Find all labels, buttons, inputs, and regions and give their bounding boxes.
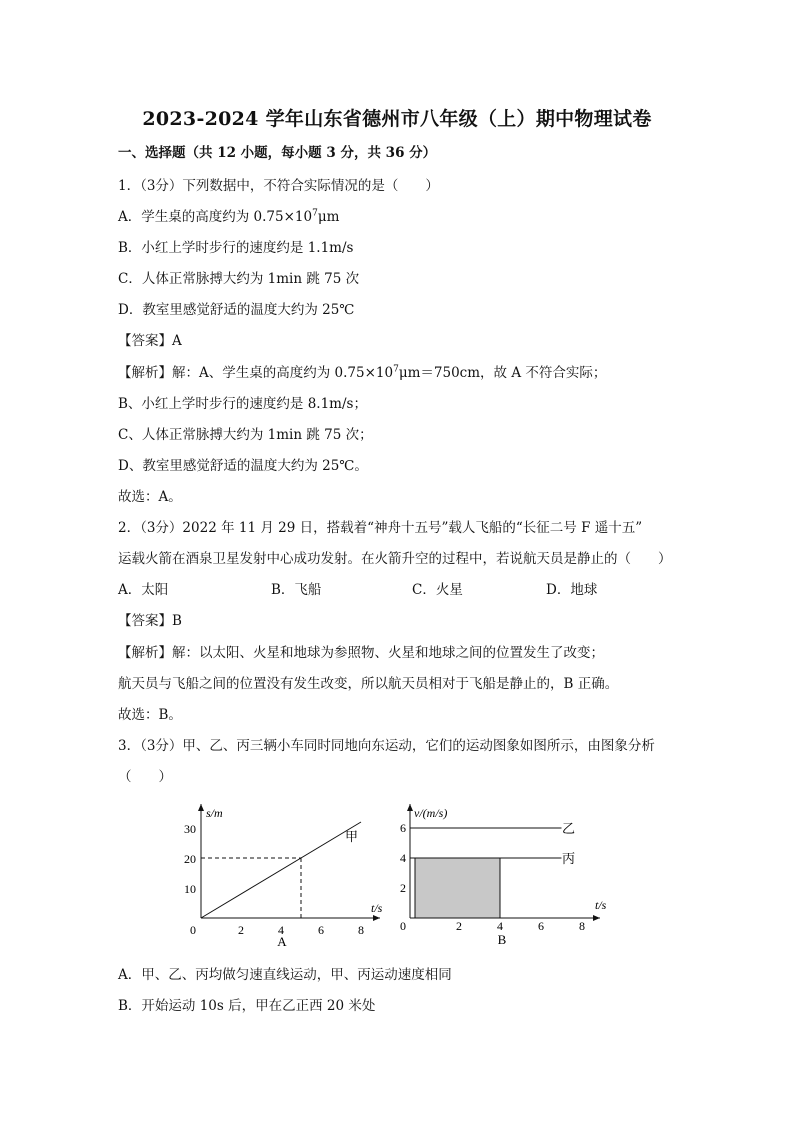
q2-stem-line2: 运载火箭在酒泉卫星发射中心成功发射。在火箭升空的过程中，若说航天员是静止的（ ）: [118, 551, 672, 567]
page-title: 2023-2024 学年山东省德州市八年级（上）期中物理试卷: [142, 108, 652, 130]
graph-b-xlabel: t/s: [595, 898, 607, 912]
graph-a-xtick-6: 6: [318, 923, 324, 937]
graph-b-x-arrow: [593, 915, 600, 921]
q1-choice: 故选：A。: [118, 489, 182, 505]
graph-a-ytick-30: 30: [184, 822, 196, 836]
graph-b-xtick-4: 4: [497, 919, 503, 933]
q1-option-a-unit: μm: [317, 209, 340, 225]
graph-a-xtick-4: 4: [278, 923, 284, 937]
q1-analysis-line: [118, 363, 606, 383]
graph-a-caption: A: [277, 934, 287, 949]
graph-b-series1-label: 乙: [562, 821, 576, 836]
q2-analysis-line1: 【解析】解：以太阳、火星和地球为参照物、火星和地球之间的位置发生了改变；: [118, 645, 604, 661]
q2-option-d: D．地球: [546, 582, 598, 598]
graph-b-origin: 0: [400, 919, 406, 933]
graph-b-ytick-6: 6: [400, 821, 406, 835]
q1-option-a: [118, 207, 339, 227]
q3-stem-line2: （ ）: [118, 769, 172, 785]
graph-a-ylabel: s/m: [206, 806, 223, 820]
q1-analysis-d: D、教室里感觉舒适的温度大约为 25℃。: [118, 458, 368, 474]
graph-a-xlabel: t/s: [371, 901, 383, 915]
graph-b-xtick-8: 8: [579, 919, 585, 933]
q2-stem-line1: 2．（3分）2022 年 11 月 29 日，搭载着“神舟十五号”载人飞船的“长征二号 F 遥十五”: [118, 520, 643, 536]
graph-a-ytick-20: 20: [184, 852, 196, 866]
section-heading: 一、选择题（共 12 小题，每小题 3 分，共 36 分）: [118, 145, 437, 161]
q2-options: [118, 580, 678, 600]
q2-option-a: A．太阳: [118, 582, 169, 598]
q3-stem-line1: 3．（3分）甲、乙、丙三辆小车同时同地向东运动，它们的运动图象如图所示，由图象分析: [118, 738, 655, 754]
q2-answer: 【答案】B: [118, 613, 182, 629]
graph-a-y-arrow: [198, 804, 204, 811]
q2-analysis-line2: 航天员与飞船之间的位置没有发生改变，所以航天员相对于飞船是静止的，B 正确。: [118, 676, 619, 692]
q1-analysis-c: C、人体正常脉搏大约为 1min 跳 75 次；: [118, 427, 373, 443]
q1-option-b: B．小红上学时步行的速度约是 1.1m/s: [118, 240, 354, 256]
graph-b-caption: B: [497, 932, 507, 947]
graph-a-origin: 0: [190, 923, 196, 937]
q1-option-d: D．教室里感觉舒适的温度大约为 25℃: [118, 302, 355, 318]
graph-b-ytick-4: 4: [400, 851, 406, 865]
q1-option-a-pre: A．学生桌的高度约为 0.75×10: [118, 209, 313, 225]
q1-analysis-exponent: 7: [393, 364, 399, 375]
q2-option-c: C．火星: [412, 582, 463, 598]
graph-a-ytick-10: 10: [184, 882, 196, 896]
q1-analysis-b: B、小红上学时步行的速度约是 8.1m/s；: [118, 396, 367, 412]
graph-b-ytick-2: 2: [400, 881, 406, 895]
motion-graphs-figure: [170, 800, 630, 955]
graph-b-xtick-2: 2: [456, 919, 462, 933]
q1-answer: 【答案】A: [118, 333, 182, 349]
q1-option-c: C．人体正常脉搏大约为 1min 跳 75 次: [118, 271, 360, 287]
q1-stem: 1．（3分）下列数据中，不符合实际情况的是（ ）: [118, 178, 439, 194]
graph-a-x-arrow: [373, 915, 380, 921]
q2-choice: 故选：B。: [118, 707, 182, 723]
graph-a-series-jia-line: [201, 822, 361, 918]
q2-option-b: B．飞船: [271, 582, 322, 598]
graph-a-series-label: 甲: [345, 829, 359, 844]
graph-b-xtick-6: 6: [538, 919, 544, 933]
q3-option-b: B．开始运动 10s 后，甲在乙正西 20 米处: [118, 998, 376, 1014]
q1-option-a-exponent: 7: [312, 208, 318, 219]
graph-a-xtick-2: 2: [238, 923, 244, 937]
q1-analysis-post: μm＝750cm，故 A 不符合实际；: [398, 365, 607, 381]
graph-b-series2-label: 丙: [562, 851, 576, 866]
graph-b-shaded-area: [415, 858, 500, 918]
q3-option-a: A．甲、乙、丙均做匀速直线运动，甲、丙运动速度相同: [118, 967, 452, 983]
graph-a-xtick-8: 8: [358, 923, 364, 937]
graph-b-ylabel: v/(m/s): [414, 806, 448, 820]
graph-a: [184, 804, 383, 949]
graph-b-y-arrow: [407, 804, 413, 811]
graph-b: [400, 804, 607, 947]
q1-analysis-pre: 【解析】解：A、学生桌的高度约为 0.75×10: [118, 365, 394, 381]
